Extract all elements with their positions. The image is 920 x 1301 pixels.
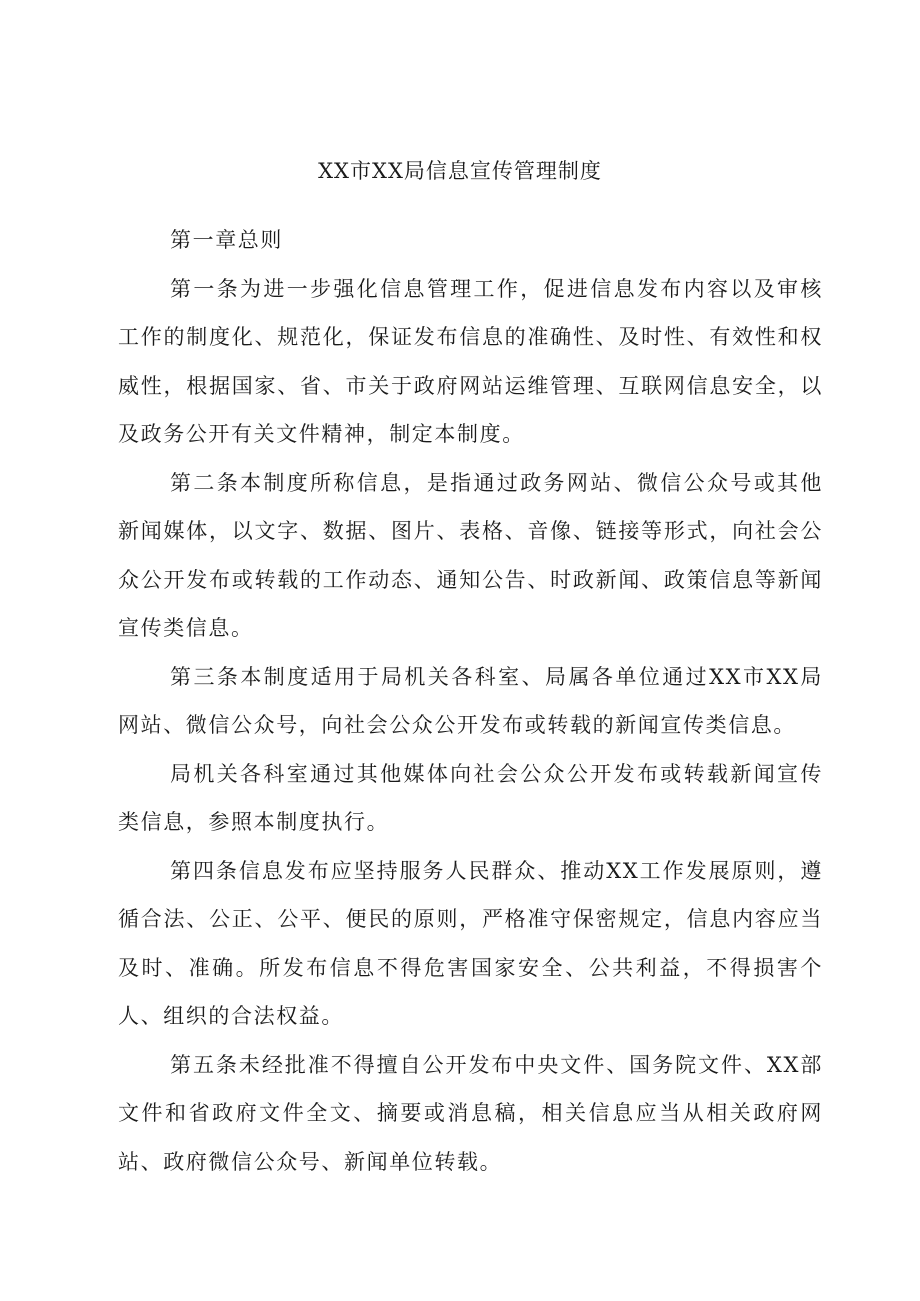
- document-body: [118, 216, 823, 1186]
- paragraph-article-2: 第二条本制度所称信息，是指通过政务网站、微信公众号或其他新闻媒体，以文字、数据、图片、表格、音像、链接等形式，向社会公众公开发布或转载的工作动态、通知公告、时政新闻、政策信息等新闻宣传类信息。: [118, 470, 823, 640]
- paragraph-article-4: 第四条信息发布应坚持服务人民群众、推动XX工作发展原则，遵循合法、公正、公平、便民的原则，严格准守保密规定，信息内容应当及时、准确。所发布信息不得危害国家安全、公共利益，不得损害个人、组织的合法权益。: [118, 858, 823, 1028]
- paragraph-article-3-supplement: 局机关各科室通过其他媒体向社会公众公开发布或转载新闻宣传类信息，参照本制度执行。: [118, 761, 823, 834]
- chapter-heading: 第一章总则: [170, 228, 283, 252]
- paragraph-article-5: 第五条未经批准不得擅自公开发布中央文件、国务院文件、XX部文件和省政府文件全文、摘要或消息稿，相关信息应当从相关政府网站、政府微信公众号、新闻单位转载。: [118, 1052, 823, 1174]
- paragraph-article-3: 第三条本制度适用于局机关各科室、局属各单位通过XX市XX局网站、微信公众号，向社会公众公开发布或转载的新闻宣传类信息。: [118, 664, 823, 737]
- document-title: XX市XX局信息宣传管理制度: [318, 159, 602, 183]
- paragraph-article-1: 第一条为进一步强化信息管理工作，促进信息发布内容以及审核工作的制度化、规范化，保证发布信息的准确性、及时性、有效性和权威性，根据国家、省、市关于政府网站运维管理、互联网信息安全，以及政务公开有关文件精神，制定本制度。: [118, 276, 823, 446]
